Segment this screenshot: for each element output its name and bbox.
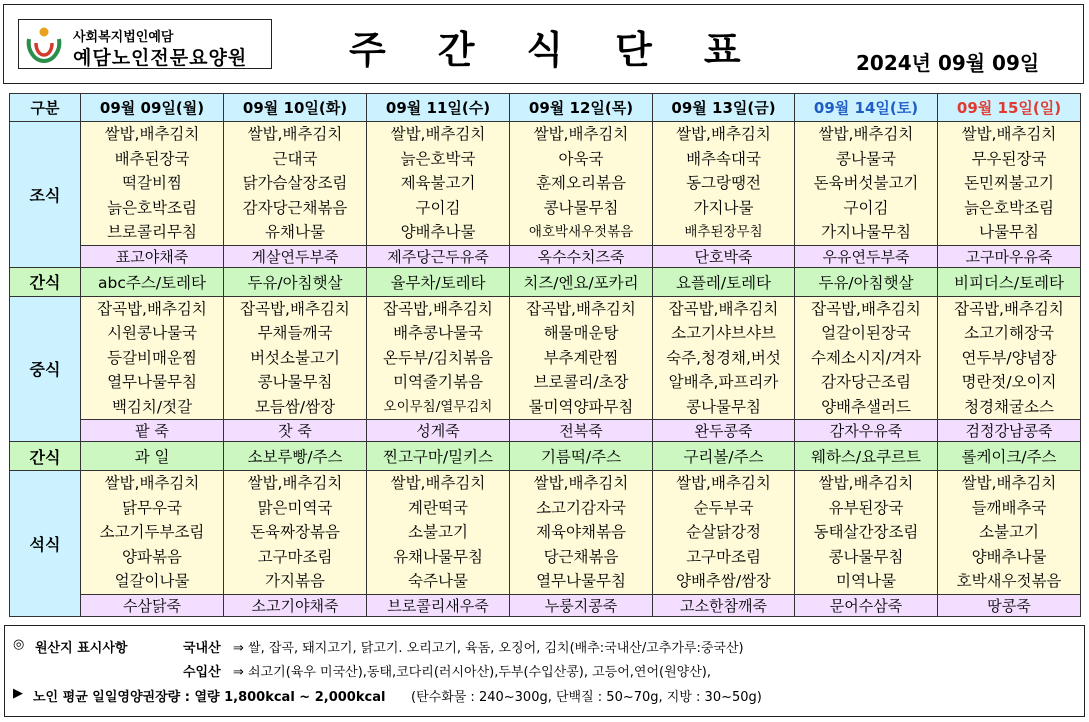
porridge-cell: 브로콜리새우죽 bbox=[367, 594, 510, 616]
menu-item: 소고기해장국 bbox=[964, 324, 1054, 342]
porridge-cell: 게살연두부죽 bbox=[224, 245, 367, 267]
menu-item: 돈민찌불고기 bbox=[964, 174, 1054, 192]
menu-item: 배추된장국 bbox=[114, 149, 190, 168]
menu-item: 쌀밥,배추김치 bbox=[961, 125, 1057, 143]
dinner-cell bbox=[653, 471, 795, 595]
day-header: 09월 13일(금) bbox=[653, 94, 795, 122]
menu-item: 명란젓/오이지 bbox=[961, 373, 1057, 391]
snack-cell: abc주스/토레타 bbox=[81, 267, 224, 296]
dinner-cell bbox=[510, 471, 653, 595]
menu-item: 잡곡밥,배추김치 bbox=[240, 299, 350, 318]
menu-item: 모듬쌈/쌈장 bbox=[254, 397, 336, 416]
snack-cell: 과 일 bbox=[81, 442, 224, 471]
menu-item: 잡곡밥,배추김치 bbox=[97, 299, 207, 318]
menu-item: 고구마조림 bbox=[257, 547, 333, 566]
menu-item: 닭무우국 bbox=[122, 498, 182, 517]
porridge-cell: 옥수수치즈죽 bbox=[510, 245, 653, 267]
menu-item: 쌀밥,배추김치 bbox=[818, 474, 914, 492]
dinner-cell bbox=[224, 471, 367, 595]
porridge-cell: 수삼닭죽 bbox=[81, 594, 224, 616]
menu-item: 쌀밥,배추김치 bbox=[104, 125, 200, 143]
domestic-text: ⇒ 쌀, 잡곡, 돼지고기, 닭고기. 오리고기, 육돔, 오징어, 김치(배추:국내산/고추가루:중국산) bbox=[233, 641, 744, 656]
snack-cell: 비피더스/토레타 bbox=[938, 267, 1081, 296]
menu-item: 구이김 bbox=[843, 198, 889, 217]
menu-item: 소고기감자국 bbox=[536, 498, 626, 517]
menu-item: 가지나물 bbox=[693, 198, 754, 217]
origin-title: 원산지 표시사항 bbox=[35, 641, 128, 656]
menu-item: 떡갈비찜 bbox=[122, 174, 182, 192]
breakfast-row bbox=[10, 122, 1081, 246]
menu-item: 미역줄기볶음 bbox=[393, 373, 483, 391]
nutrition-detail: (탄수화물 : 240~300g, 단백질 : 50~70g, 지방 : 30~50g) bbox=[411, 690, 762, 705]
breakfast-cell bbox=[653, 122, 795, 246]
menu-item: 쌀밥,배추김치 bbox=[533, 125, 629, 143]
breakfast-cell bbox=[224, 122, 367, 246]
org-logo-icon bbox=[23, 25, 65, 65]
dinner-cell bbox=[81, 471, 224, 595]
menu-item: 들깨배추국 bbox=[971, 498, 1047, 517]
porridge-cell: 문어수삼죽 bbox=[795, 594, 938, 616]
day-header: 09월 09일(월) bbox=[81, 94, 224, 122]
menu-item: 버섯소불고기 bbox=[250, 348, 340, 367]
dinner-label: 석식 bbox=[10, 471, 81, 617]
menu-item: 수제소시지/겨자 bbox=[810, 348, 922, 367]
menu-item: 소고기샤브샤브 bbox=[671, 324, 776, 342]
import-label: 수입산 bbox=[183, 665, 221, 680]
snack-row-morning bbox=[10, 267, 1081, 296]
porridge-cell: 고소한참깨죽 bbox=[653, 594, 795, 616]
snack-cell: 율무차/토레타 bbox=[367, 267, 510, 296]
menu-item: 콩나물무침 bbox=[257, 373, 333, 391]
header-row bbox=[10, 94, 1081, 122]
snack-cell: 치즈/엔요/포카리 bbox=[510, 267, 653, 296]
lunch-porridge-row bbox=[10, 420, 1081, 442]
menu-item: 물미역양파무침 bbox=[528, 397, 634, 416]
snack-label: 간식 bbox=[10, 267, 81, 296]
menu-item: 양배추나물 bbox=[971, 547, 1047, 566]
menu-item: 쌀밥,배추김치 bbox=[676, 474, 771, 492]
porridge-cell: 표고야채죽 bbox=[81, 245, 224, 267]
porridge-cell: 누룽지콩죽 bbox=[510, 594, 653, 616]
menu-item: 백김치/젓갈 bbox=[111, 397, 193, 416]
porridge-cell: 단호박죽 bbox=[653, 245, 795, 267]
menu-item: 감자당근조림 bbox=[821, 373, 911, 391]
menu-item: 쌀밥,배추김치 bbox=[818, 125, 914, 143]
menu-item: 애호박새우젓볶음 bbox=[528, 224, 634, 240]
menu-item: 해물매운탕 bbox=[543, 324, 619, 342]
menu-item: 잡곡밥,배추김치 bbox=[383, 299, 493, 318]
menu-item: 늙은호박조림 bbox=[107, 198, 197, 217]
menu-item: 근대국 bbox=[272, 149, 318, 168]
day-header: 09월 12일(목) bbox=[510, 94, 653, 122]
menu-item: 무우된장국 bbox=[971, 149, 1047, 168]
snack-cell: 구리볼/주스 bbox=[653, 442, 795, 471]
snack-row-afternoon bbox=[10, 442, 1081, 471]
snack-cell: 찐고구마/밀키스 bbox=[367, 442, 510, 471]
menu-item: 맑은미역국 bbox=[257, 498, 333, 517]
menu-item: 숙주,청경채,버섯 bbox=[666, 348, 781, 367]
lunch-cell bbox=[510, 296, 653, 420]
dinner-porridge-row bbox=[10, 594, 1081, 616]
menu-item: 양배추쌈/쌈장 bbox=[675, 572, 772, 590]
menu-item: 청경채굴소스 bbox=[964, 397, 1054, 416]
menu-item: 쌀밥,배추김치 bbox=[104, 474, 200, 492]
menu-item: 쌀밥,배추김치 bbox=[533, 474, 629, 492]
porridge-cell: 완두콩죽 bbox=[653, 420, 795, 442]
menu-item: 가지나물무침 bbox=[821, 223, 911, 241]
snack-cell: 두유/아침햇살 bbox=[224, 267, 367, 296]
org-name: 예담노인전문요양원 bbox=[73, 47, 248, 69]
snack-cell: 웨하스/요쿠르트 bbox=[795, 442, 938, 471]
breakfast-cell bbox=[81, 122, 224, 246]
menu-item: 얼갈이나물 bbox=[114, 572, 190, 590]
day-header-saturday: 09월 14일(토) bbox=[795, 94, 938, 122]
weekly-menu-table bbox=[9, 93, 1081, 617]
menu-item: 늙은호박국 bbox=[400, 149, 476, 168]
menu-item: 열무나물무침 bbox=[107, 373, 197, 391]
menu-item: 쌀밥,배추김치 bbox=[390, 125, 486, 143]
menu-item: 돈육짜장볶음 bbox=[250, 523, 340, 541]
snack-cell: 요플레/토레타 bbox=[653, 267, 795, 296]
menu-item: 무채들깨국 bbox=[257, 324, 333, 342]
menu-item: 쌀밥,배추김치 bbox=[961, 474, 1057, 492]
porridge-cell: 팥 죽 bbox=[81, 420, 224, 442]
porridge-cell: 우유연두부죽 bbox=[795, 245, 938, 267]
corner-label: 구분 bbox=[10, 94, 81, 122]
menu-item: 아욱국 bbox=[558, 149, 604, 168]
origin-mark-icon: ◎ bbox=[13, 637, 25, 652]
menu-item: 온두부/김치볶음 bbox=[382, 348, 494, 367]
menu-item: 브로콜리/초장 bbox=[533, 373, 629, 391]
breakfast-label: 조식 bbox=[10, 122, 81, 268]
menu-item: 소고기두부조림 bbox=[99, 523, 205, 541]
snack-cell: 소보루빵/주스 bbox=[224, 442, 367, 471]
menu-item: 콩나물무침 bbox=[828, 547, 904, 566]
lunch-row bbox=[10, 296, 1081, 420]
menu-item: 얼갈이된장국 bbox=[821, 324, 911, 342]
snack-label: 간식 bbox=[10, 442, 81, 471]
menu-item: 유채나물무침 bbox=[393, 547, 483, 566]
lunch-cell bbox=[224, 296, 367, 420]
menu-item: 고구마조림 bbox=[686, 547, 761, 566]
breakfast-cell bbox=[795, 122, 938, 246]
menu-item: 제육야채볶음 bbox=[536, 523, 626, 541]
menu-item: 유부된장국 bbox=[828, 498, 904, 517]
menu-item: 쌀밥,배추김치 bbox=[247, 474, 343, 492]
menu-item: 호박새우젓볶음 bbox=[956, 572, 1062, 590]
menu-item: 가지볶음 bbox=[265, 572, 325, 590]
menu-item: 쌀밥,배추김치 bbox=[247, 125, 343, 143]
menu-item: 나물무침 bbox=[979, 223, 1039, 241]
menu-item: 쌀밥,배추김치 bbox=[390, 474, 486, 492]
menu-item: 미역나물 bbox=[836, 572, 896, 590]
lunch-cell bbox=[81, 296, 224, 420]
menu-item: 소불고기 bbox=[979, 523, 1039, 541]
menu-item: 부추계란찜 bbox=[543, 348, 619, 367]
menu-item: 소불고기 bbox=[408, 523, 468, 541]
menu-item: 순살닭강정 bbox=[686, 523, 761, 541]
breakfast-cell bbox=[938, 122, 1081, 246]
menu-item: 쌀밥,배추김치 bbox=[676, 125, 771, 143]
menu-item: 양파볶음 bbox=[122, 547, 182, 566]
menu-item: 늙은호박조림 bbox=[964, 198, 1054, 217]
menu-item: 감자당근채볶음 bbox=[242, 198, 348, 217]
porridge-cell: 고구마우유죽 bbox=[938, 245, 1081, 267]
menu-item: 동그랑땡전 bbox=[686, 174, 761, 192]
nutrition-mark-icon: ▶ bbox=[13, 686, 23, 701]
dinner-cell bbox=[367, 471, 510, 595]
menu-item: 콩나물무침 bbox=[686, 397, 761, 416]
menu-item: 연두부/양념장 bbox=[961, 348, 1057, 367]
nutrition-title: 노인 평균 일일영양권장량 : 열량 1,800kcal ~ 2,000kcal bbox=[33, 690, 386, 705]
menu-item: 브로콜리무침 bbox=[107, 223, 197, 241]
menu-item: 계란떡국 bbox=[408, 498, 468, 517]
lunch-cell bbox=[367, 296, 510, 420]
menu-item: 양배추샐러드 bbox=[821, 397, 911, 416]
import-text: ⇒ 쇠고기(육우 미국산),동태,코다리(러시아산),두부(수입산콩), 고등어,연어(원양산), bbox=[233, 665, 711, 680]
page-header bbox=[3, 4, 1084, 84]
porridge-cell: 잣 죽 bbox=[224, 420, 367, 442]
porridge-cell: 땅콩죽 bbox=[938, 594, 1081, 616]
menu-item: 열무나물무침 bbox=[536, 572, 626, 590]
menu-item: 동태살간장조림 bbox=[813, 523, 919, 541]
menu-item: 배추속대국 bbox=[686, 149, 761, 168]
menu-item: 돈육버섯불고기 bbox=[813, 174, 919, 192]
snack-cell: 기름떡/주스 bbox=[510, 442, 653, 471]
menu-item: 유채나물 bbox=[265, 223, 325, 241]
menu-date: 2024년 09월 09일 bbox=[856, 51, 1040, 75]
menu-item: 알배추,파프리카 bbox=[668, 373, 779, 391]
menu-item: 콩나물국 bbox=[836, 149, 896, 168]
menu-item: 양배추나물 bbox=[400, 223, 476, 241]
menu-item: 순두부국 bbox=[693, 498, 754, 517]
menu-item: 잡곡밥,배추김치 bbox=[526, 299, 636, 318]
porridge-cell: 감자우유죽 bbox=[795, 420, 938, 442]
page-title: 주간식단표 bbox=[349, 28, 793, 72]
menu-item: 숙주나물 bbox=[408, 572, 468, 590]
menu-item: 제육불고기 bbox=[400, 174, 476, 192]
day-header: 09월 11일(수) bbox=[367, 94, 510, 122]
lunch-cell bbox=[938, 296, 1081, 420]
menu-item: 잡곡밥,배추김치 bbox=[668, 299, 779, 318]
dinner-row bbox=[10, 471, 1081, 595]
menu-item: 잡곡밥,배추김치 bbox=[811, 299, 921, 318]
lunch-cell bbox=[653, 296, 795, 420]
porridge-cell: 소고기야채죽 bbox=[224, 594, 367, 616]
dinner-cell bbox=[795, 471, 938, 595]
porridge-cell: 검정강남콩죽 bbox=[938, 420, 1081, 442]
breakfast-porridge-row bbox=[10, 245, 1081, 267]
breakfast-cell bbox=[510, 122, 653, 246]
day-header: 09월 10일(화) bbox=[224, 94, 367, 122]
day-header-sunday: 09월 15일(일) bbox=[938, 94, 1081, 122]
menu-item: 오이무침/열무김치 bbox=[383, 398, 493, 415]
menu-item: 등갈비매운찜 bbox=[107, 348, 197, 367]
breakfast-cell bbox=[367, 122, 510, 246]
menu-item: 잡곡밥,배추김치 bbox=[954, 299, 1064, 318]
menu-item: 배추콩나물국 bbox=[393, 324, 483, 342]
menu-item: 시원콩나물국 bbox=[107, 324, 197, 342]
menu-item: 닭가슴살장조림 bbox=[242, 174, 348, 192]
domestic-label: 국내산 bbox=[183, 641, 221, 656]
porridge-cell: 제주당근두유죽 bbox=[367, 245, 510, 267]
porridge-cell: 전복죽 bbox=[510, 420, 653, 442]
org-subtitle: 사회복지법인예담 bbox=[73, 30, 174, 45]
org-logo-box bbox=[18, 19, 272, 69]
menu-item: 당근채볶음 bbox=[543, 547, 619, 566]
menu-item: 구이김 bbox=[415, 198, 461, 217]
snack-cell: 두유/아침햇살 bbox=[795, 267, 938, 296]
porridge-cell: 성게죽 bbox=[367, 420, 510, 442]
snack-cell: 롤케이크/주스 bbox=[938, 442, 1081, 471]
lunch-cell bbox=[795, 296, 938, 420]
footer-notes bbox=[4, 625, 1085, 717]
menu-item: 배추된장무침 bbox=[684, 224, 763, 240]
lunch-label: 중식 bbox=[10, 296, 81, 442]
menu-item: 콩나물무침 bbox=[543, 198, 619, 217]
dinner-cell bbox=[938, 471, 1081, 595]
menu-item: 훈제오리볶음 bbox=[536, 174, 626, 192]
